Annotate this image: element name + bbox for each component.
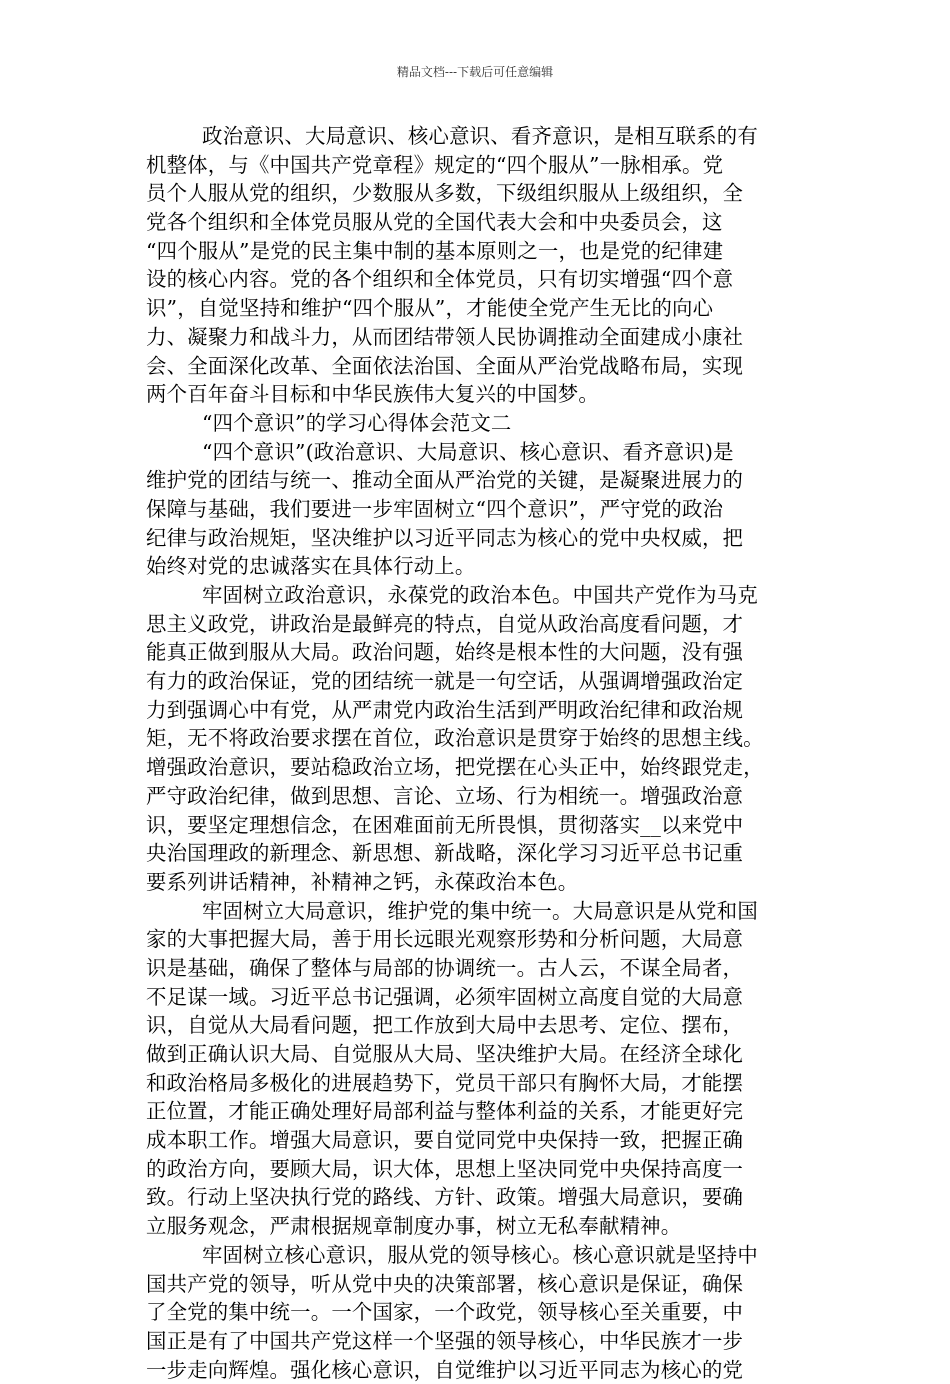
text-line: 正位置，才能正确处理好局部利益与整体利益的关系，才能更好完 — [146, 1099, 744, 1124]
text-line: “四个意识”的学习心得体会范文二 — [202, 410, 512, 435]
text-line: 立服务观念，严肃根据规章制度办事，树立无私奉献精神。 — [146, 1214, 682, 1239]
text-line: 力、凝聚力和战斗力，从而团结带领人民协调推动全面建成小康社 — [146, 324, 744, 349]
text-line: 严守政治纪律，做到思想、言论、立场、行为相统一。增强政治意 — [146, 783, 744, 808]
text-line: 设的核心内容。党的各个组织和全体党员，只有切实增强“四个意 — [146, 267, 734, 292]
text-line: 一步走向辉煌。强化核心意识，自觉维护以习近平同志为核心的党 — [146, 1357, 744, 1382]
text-line: 牢固树立政治意识，永葆党的政治本色。中国共产党作为马克 — [202, 583, 758, 607]
text-line: 纪律与政治规矩，坚决维护以习近平同志为核心的党中央权威，把 — [146, 525, 744, 550]
text-line: 始终对党的忠诚落实在具体行动上。 — [146, 554, 476, 579]
text-line: 和政治格局多极化的进展趋势下，党员干部只有胸怀大局，才能摆 — [146, 1070, 744, 1095]
text-line: 机整体，与《中国共产党章程》规定的“四个服从”一脉相承。党 — [146, 152, 724, 177]
text-line: “四个服从”是党的民主集中制的基本原则之一，也是党的纪律建 — [146, 238, 724, 263]
page-header: 精品文档---下载后可任意编辑 — [396, 65, 554, 79]
text-line: 两个百年奋斗目标和中华民族伟大复兴的中国梦。 — [146, 382, 599, 407]
text-line: 员个人服从党的组织，少数服从多数，下级组织服从上级组织，全 — [146, 181, 744, 206]
text-line: 识”，自觉坚持和维护“四个服从”，才能使全党产生无比的向心 — [146, 296, 714, 321]
text-line: 增强政治意识，要站稳政治立场，把党摆在心头正中，始终跟党走， — [146, 755, 764, 780]
text-line: 国正是有了中国共产党这样一个坚强的领导核心，中华民族才一步 — [146, 1328, 744, 1353]
text-line: 致。行动上坚决执行党的路线、方针、政策。增强大局意识，要确 — [146, 1185, 744, 1210]
text-line: 能真正做到服从大局。政治问题，始终是根本性的大问题，没有强 — [146, 640, 744, 665]
text-line: “四个意识”(政治意识、大局意识、核心意识、看齐意识)是 — [202, 439, 734, 464]
text-line: 成本职工作。增强大局意识，要自觉同党中央保持一致，把握正确 — [146, 1128, 744, 1153]
text-line: 国共产党的领导，听从党中央的决策部署，核心意识是保证，确保 — [146, 1271, 744, 1296]
text-line: 有力的政治保证，党的团结统一就是一句空话，从强调增强政治定 — [146, 669, 744, 694]
text-line: 维护党的团结与统一、推动全面从严治党的关键，是凝聚进展力的 — [146, 468, 744, 493]
text-line: 不足谋一域。习近平总书记强调，必须牢固树立高度自觉的大局意 — [146, 984, 744, 1009]
text-line: 会、全面深化改革、全面依法治国、全面从严治党战略布局，实现 — [146, 353, 744, 378]
text-line: 识是基础，确保了整体与局部的协调统一。古人云，不谋全局者， — [146, 955, 744, 980]
text-line: 政治意识、大局意识、核心意识、看齐意识，是相互联系的有 — [202, 124, 758, 148]
text-line: 矩，无不将政治要求摆在首位，政治意识是贯穿于始终的思想主线。 — [146, 726, 764, 751]
document-body — [146, 122, 830, 1384]
text-line: 做到正确认识大局、自觉服从大局、坚决维护大局。在经济全球化 — [146, 1042, 744, 1066]
text-line: 央治国理政的新理念、新思想、新战略，深化学习习近平总书记重 — [146, 841, 744, 866]
text-line: 的政治方向，要顾大局，识大体，思想上坚决同党中央保持高度一 — [146, 1156, 744, 1181]
text-line: 力到强调心中有党，从严肃党内政治生活到严明政治纪律和政治规 — [146, 697, 744, 722]
text-line: 了全党的集中统一。一个国家，一个政党，领导核心至关重要，中 — [146, 1300, 744, 1325]
text-line: 要系列讲话精神，补精神之钙，永葆政治本色。 — [146, 869, 579, 894]
text-line: 保障与基础，我们要进一步牢固树立“四个意识”，严守党的政治 — [146, 496, 724, 521]
text-line: 党各个组织和全体党员服从党的全国代表大会和中央委员会，这 — [146, 210, 723, 235]
text-line: 牢固树立大局意识，维护党的集中统一。大局意识是从党和国 — [202, 898, 758, 923]
text-line: 识，要坚定理想信念，在困难面前无所畏惧，贯彻落实__以来党中 — [146, 812, 744, 837]
text-line: 思主义政党，讲政治是最鲜亮的特点，自觉从政治高度看问题，才 — [146, 611, 744, 636]
text-line: 识，自觉从大局看问题，把工作放到大局中去思考、定位、摆布， — [146, 1013, 744, 1038]
text-line: 家的大事把握大局，善于用长远眼光观察形势和分析问题，大局意 — [146, 927, 744, 952]
text-line: 牢固树立核心意识，服从党的领导核心。核心意识就是坚持中 — [202, 1242, 758, 1267]
